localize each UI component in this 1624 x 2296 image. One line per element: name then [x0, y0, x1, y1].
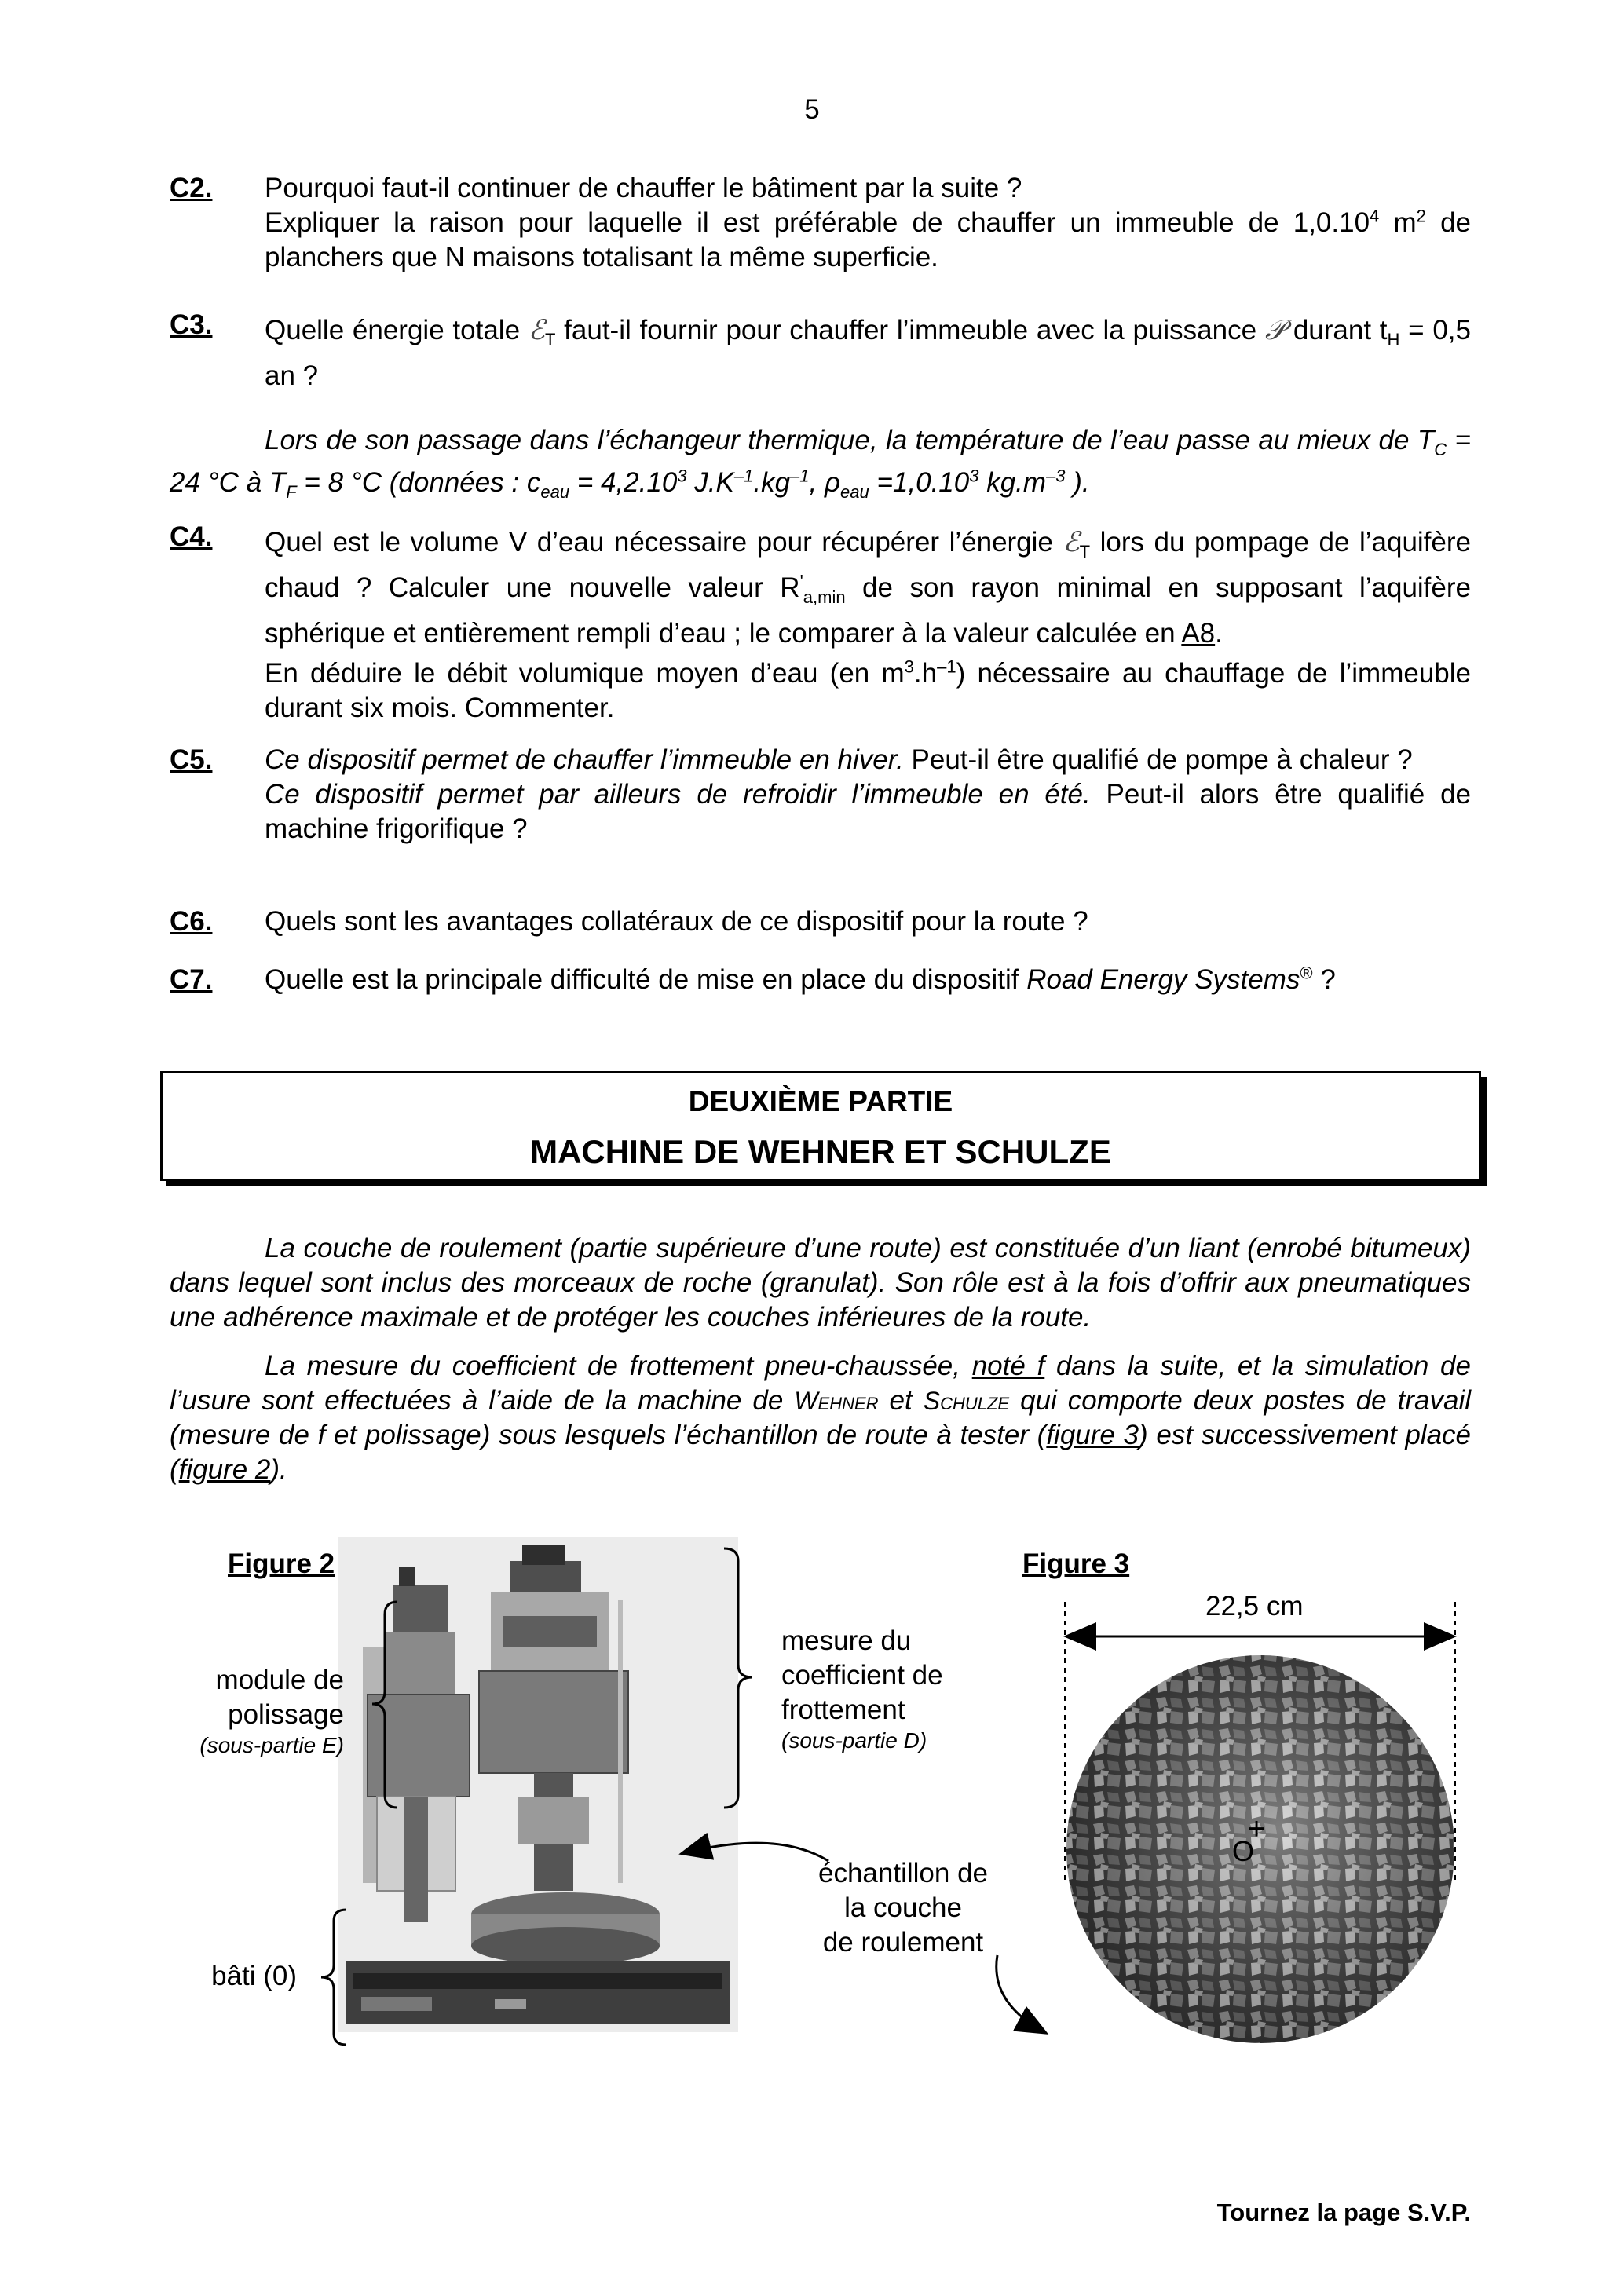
question-c2	[265, 171, 1471, 275]
question-label-c6: C6.	[170, 906, 213, 937]
part-number: DEUXIÈME PARTIE	[688, 1085, 953, 1117]
question-c7: Quelle est la principale difficulté de mise en place du dispositif Road Energy Systems® ?	[265, 963, 1336, 995]
figure-2-title: Figure 2	[228, 1548, 335, 1579]
footer-turn-page: Tournez la page S.V.P.	[1216, 2199, 1471, 2226]
label-module-polissage: module de polissage (sous-partie E)	[199, 1665, 344, 1757]
question-c3: Quelle énergie totale ℰ$_T$ faut-il fournir pour chauffer l’immeuble avec la puissance 𝒫 durant $t_H = 0,5$ an ?	[265, 315, 1471, 391]
part-title: MACHINE DE WEHNER ET SCHULZE	[530, 1133, 1111, 1170]
reference-a8: A8	[1181, 618, 1216, 649]
question-c6: Quels sont les avantages collatéraux de ce dispositif pour la route ?	[265, 906, 1088, 937]
question-label-c5: C5.	[170, 744, 213, 775]
question-c4-part2: En déduire le débit volumique moyen d’eau (en $m^3.h^{-1}$) nécessaire au chauffage de l’immeuble durant six mois. Commenter.	[265, 656, 1471, 723]
figure-3-title: Figure 3	[1022, 1548, 1130, 1579]
center-mark: +	[1247, 1812, 1266, 1846]
question-label-c3: C3.	[170, 309, 213, 340]
energy-symbol: ℰ	[1063, 527, 1080, 558]
dimension-label: 22,5 cm	[1205, 1591, 1304, 1621]
figure-3-reference: figure 3	[1046, 1420, 1139, 1450]
question-c4-part1: Quel est le volume V d’eau nécessaire pour récupérer l’énergie ℰ$_T$ lors du pompage de l’aquifère chaud ? Calculer une nouvelle valeur $R'_{a,min}$ de son rayon minimal en supposant l’aquifère sphérique et entièrement rempli d’eau ; le comparer à la valeur calculée en A8.	[265, 527, 1472, 649]
arrows	[652, 1822, 1060, 2057]
figure-2-reference: figure 2	[178, 1454, 271, 1485]
question-label-c4: C4.	[170, 521, 213, 552]
intro-paragraph-1: La couche de roulement (partie supérieure d’une route) est constituée d’un liant (enrobé bitumeux) dans lequel sont inclus des morceaux de roche (granulat). Son rôle est à la fois d’offrir aux pneumatiques une adhérence maximale et de protéger les couches inférieures de la route.	[170, 1233, 1471, 1333]
question-label-c2: C2.	[170, 173, 213, 203]
question-c4	[265, 520, 1471, 726]
sample-figure	[1060, 1602, 1469, 2089]
power-symbol: 𝒫	[1264, 315, 1286, 346]
label-bati: bâti (0)	[211, 1961, 297, 1991]
energy-symbol: ℰ	[528, 315, 545, 346]
question-c5: Ce dispositif permet de chauffer l’immeuble en hiver. Peut-il être qualifié de pompe à chaleur ? Ce dispositif permet par ailleurs de refroidir l’immeuble en été. Peut-il alors être qualifié de machine frigorifique ?	[265, 744, 1471, 844]
page-number: 5	[804, 94, 820, 125]
point-o-label: O	[1231, 1835, 1255, 1867]
brace-mesure	[721, 1545, 755, 1812]
brace-module	[369, 1599, 401, 1811]
part-heading-box	[160, 1071, 1481, 1181]
label-echantillon: échantillon de la couche de roulement	[818, 1858, 988, 1958]
data-paragraph: Lors de son passage dans l’échangeur thermique, la température de l’eau passe au mieux de $T_C = 24$ °C à $T_F = 8$ °C (données : $c_{eau} = 4,2.10^3$ $J.K^{-1}.kg^{-1}$, $\rho_{eau} =1,0.10^3$ $kg.m^{-3}$ ).	[170, 425, 1471, 502]
intro-paragraph-2: La mesure du coefficient de frottement pneu-chaussée, noté f dans la suite, et la simulation de l’usure sont effectuées à l’aide de la machine de Wehner et Schulze qui comporte deux postes de travail (mesure de f et polissage) sous lesquels l’échantillon de route à tester (figure 3) est successivement placé (figure 2).	[170, 1351, 1472, 1485]
question-c2-line2: Expliquer la raison pour laquelle il est préférable de chauffer un immeuble de 1,0.10$^4$ $m^2$ de planchers que N maisons totalisant la même superficie.	[265, 206, 1472, 272]
brace-bati	[318, 1907, 349, 2048]
label-mesure-frottement: mesure du coefficient de frottement (sous-partie D)	[781, 1625, 943, 1753]
question-label-c7: C7.	[170, 964, 213, 995]
question-c2-line1: Pourquoi faut-il continuer de chauffer le bâtiment par la suite ?	[265, 173, 1022, 203]
